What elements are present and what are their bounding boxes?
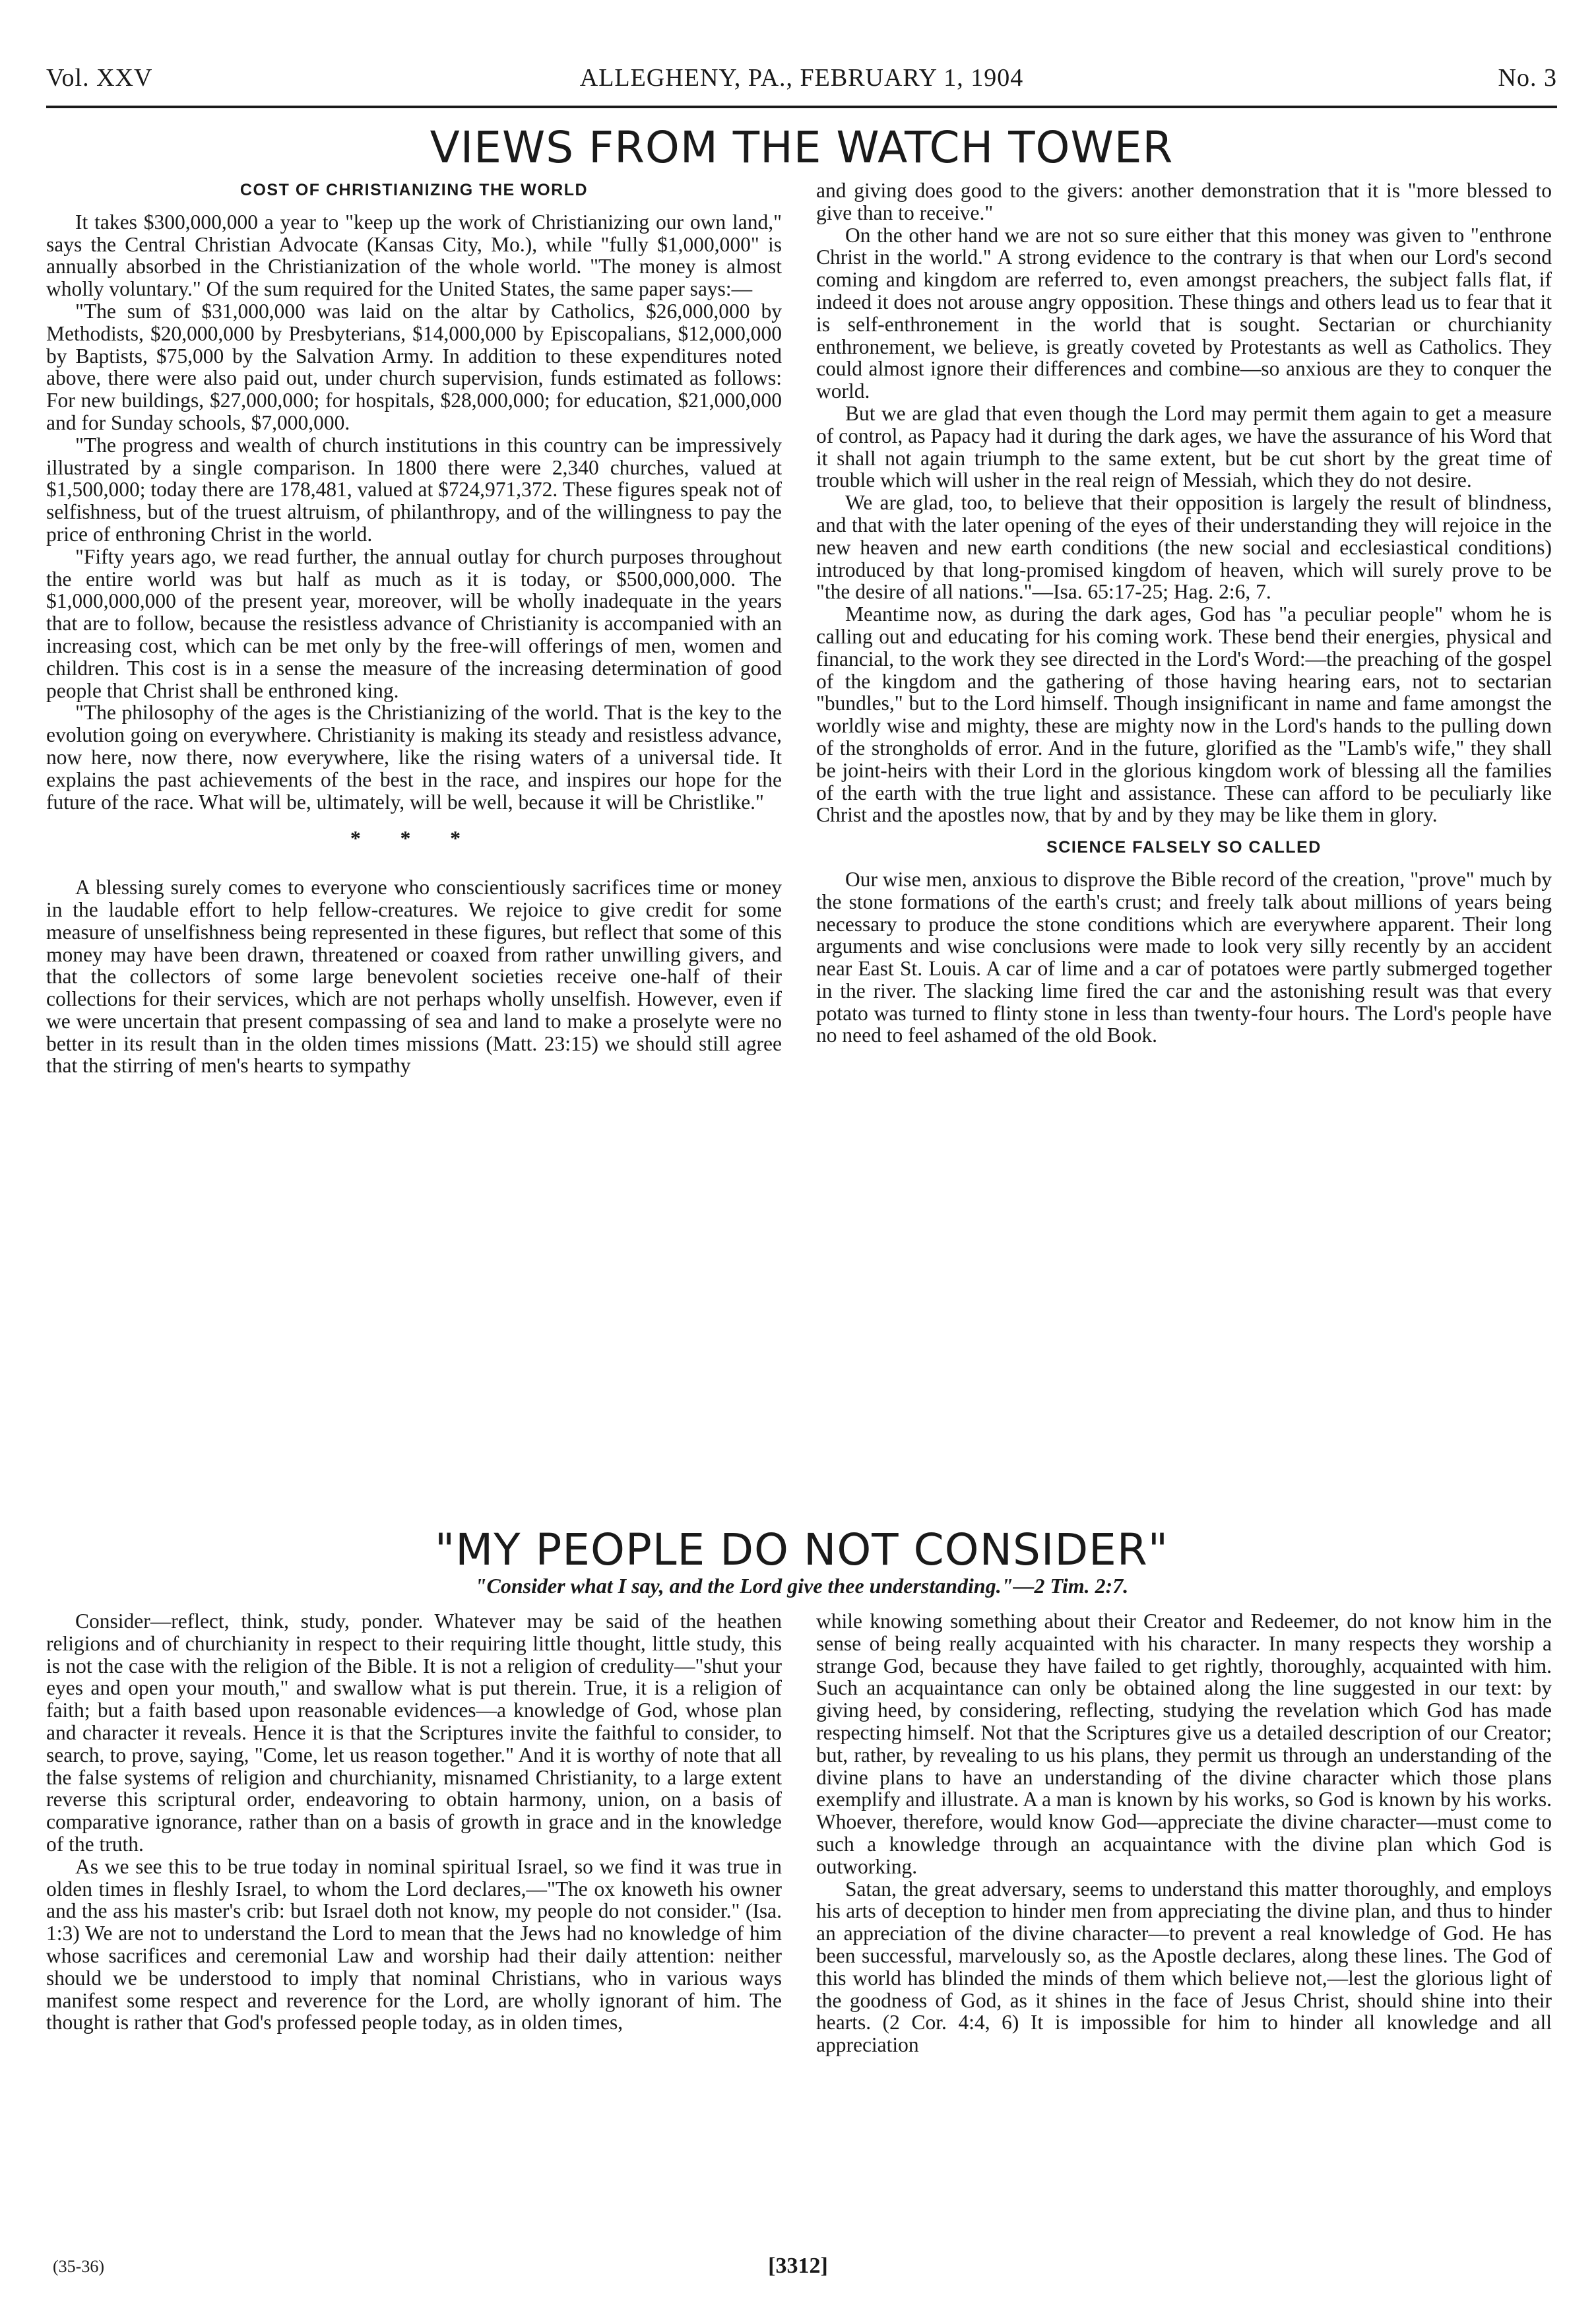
paragraph: while knowing something about their Creator and Redeemer, do not know him in the sense of being really acquainted with his character. In many respects they worship a strange God, because they have failed to get rightly, thoroughly, acquainted with him. Such an acquaintance can only be obtained along the line suggested in our text: by giving heed, by considering, reflecting, studying the revelation which God has made respecting himself. Not that the Scriptures give us a detailed description of our Creator; but, rather, by revealing to us his plans, they permit us through an understanding of the divine plans to have an understanding of the divine character which those plans exemplify and illustrate. A a man is known by his works, so God is known by his works. Whoever, therefore, would know God—appreciate the divine character—must come to such a knowledge through an acquaintance with the divine plan which God is outworking. [816, 1610, 1552, 1878]
masthead [46, 54, 1557, 108]
paragraph: Consider—reflect, think, study, ponder. Whatever may be said of the heathen religions and of churchianity in respect to their requiring little thought, little study, this is not the case with the religion of the Bible. It is not a religion of credulity—"shut your eyes and open your mouth," and swallow what is put therein. True, it is a religion of faith; but a faith based upon reasonable evidences—a knowledge of God, whose plan and character it reveals. Hence it is that the Scriptures invite the faithful to consider, to search, to prove, saying, "Come, let us reason together." And it is worthy of note that all the false systems of religion and churchianity, misnamed Christianity, to a large extent reverse this scriptural order, endeavoring to obtain harmony, union, on a basis of comparative ignorance, rather than on a basis of growth in grace and in the knowledge of the truth. [46, 1610, 782, 1856]
paragraph: But we are glad that even though the Lord may permit them again to get a measure of control, as Papacy had it during the dark ages, we have the assurance of his Word that it shall not again triumph to the same extent, but be cut short by the great time of trouble which will usher in the real reign of Messiah, which they do not desire. [816, 401, 1552, 492]
section-heading-science: SCIENCE FALSELY SO CALLED [1046, 838, 1322, 857]
section-divider-stars: * * * [350, 827, 478, 851]
paragraph: We are glad, too, to believe that their opposition is largely the result of blindness, and that with the later opening of the eyes of their understanding they will rejoice in the new heaven and new earth conditions (the new social and ecclesiastical conditions) introduced by that long-promised kingdom of heaven, which will surely prove to be "the desire of all nations."—Isa. 65:17-25; Hag. 2:6, 7. [816, 491, 1552, 604]
article1-column-right [816, 179, 1552, 1047]
issue-number: No. 3 [1498, 64, 1557, 92]
epigraph: "Consider what I say, and the Lord give thee understanding."—2 Tim. 2:7. [474, 1574, 1129, 1598]
paragraph: Our wise men, anxious to disprove the Bible record of the creation, "prove" much by the stone formations of the earth's crust; and freely talk about millions of years being necessary to produce the stone conditions which are everywhere apparent. Their long arguments and wise conclusions were made to look very silly recently by an accident near East St. Louis. A car of lime and a car of potatoes were partly submerged together in the river. The slacking lime fired the car and the astonishing result was that every potato was turned to flinty stone in less than twenty-four hours. The Lord's people have no need to feel ashamed of the old Book. [816, 867, 1552, 1047]
footer-page-number: [3312] [768, 2254, 828, 2278]
section-heading-cost: COST OF CHRISTIANIZING THE WORLD [239, 181, 589, 199]
paragraph: "The progress and wealth of church institutions in this country can be impressively illustrated by a single comparison. In 1800 there were 2,340 churches, valued at $1,500,000; today there are 178,481, valued at $724,971,372. These figures speak not of selfishness, but of the truest altruism, of philanthropy, and of the willingness to pay the price of enthroning Christ in the world. [46, 433, 782, 546]
paragraph: "Fifty years ago, we read further, the annual outlay for church purposes throughout the entire world was but half as much as it is today, or $500,000,000. The $1,000,000,000 of the present year, moreover, will be wholly inadequate in the years that are to follow, because the resistless advance of Christianity is accompanied with an increasing cost, which can be met only by the free-will offerings of men, women and children. This cost is in a sense the measure of the increasing determination of good people that Christ shall be enthroned king. [46, 544, 782, 702]
article-title-my-people: "MY PEOPLE DO NOT CONSIDER" [434, 1524, 1169, 1575]
article1-column-left [46, 179, 782, 1077]
paragraph: It takes $300,000,000 a year to "keep up the work of Christianizing our own land," says the Central Christian Advocate (Kansas City, Mo.), while "fully $1,000,000" is annually absorbed in the Christianization of the whole world. "The money is almost wholly voluntary." Of the sum required for the United States, the same paper says:— [46, 210, 782, 301]
paragraph: Meantime now, as during the dark ages, God has "a peculiar people" whom he is calling out and educating for his coming work. These bend their energies, physical and financial, to the work they see directed in the Lord's Word:—the preaching of the gospel of the kingdom and the gathering of those having hearing ears, not to sectarian "bundles," but to the Lord himself. Though insignificant in name and fame amongst the worldly wise and mighty, these are mighty now in the Lord's hands to the pulling down of the strongholds of error. And in the future, glorified as the "Lamb's wife," they shall be joint-heirs with their Lord in the glorious kingdom work of blessing all the families of the earth with the true light and assistance. These can afford to be peculiarly like Christ and the apostles now, that by and by they may be like them in glory. [816, 602, 1552, 827]
paragraph: A blessing surely comes to everyone who conscientiously sacrifices time or money in the laudable effort to help fellow-creatures. We rejoice to give credit for some measure of unselfishness being represented in these figures, but reflect that some of this money may have been drawn, threatened or coaxed from rather unwilling givers, and that the collectors of some large benevolent societies receive one-half of their collections for their services, which are not perhaps wholly unselfish. However, even if we were uncertain that present compassing of sea and land to make a proselyte were no better in its result than in the olden times missions (Matt. 23:15) we should still agree that the stirring of men's hearts to sympathy [46, 876, 782, 1078]
volume-label: Vol. XXV [46, 64, 153, 92]
article2-column-left [46, 1610, 782, 2034]
paragraph: "The philosophy of the ages is the Christianizing of the world. That is the key to the evolution going on everywhere. Christianity is making its steady and resistless advance, now here, now there, now everywhere, like the rising waters of a universal tide. It explains the past achievements of the best in the race, and inspires our hope for the future of the race. What will be, ultimately, will be well, because it will be Christlike." [46, 701, 782, 814]
footer-page-range: (35-36) [53, 2257, 104, 2276]
article2-column-right [816, 1610, 1552, 2056]
paragraph: On the other hand we are not so sure either that this money was given to "enthrone Christ in the world." A strong evidence to the contrary is that when our Lord's second coming and kingdom are referred to, even amongst preachers, the subject falls flat, if indeed it does not arouse angry opposition. These things and others lead us to fear that it is self-enthronement in the world that is sought. Sectarian or churchianity enthronement, we believe, is greatly coveted by Protestants as well as Catholics. They could almost ignore their differences and combine—so anxious are they to conquer the world. [816, 223, 1552, 403]
paragraph: "The sum of $31,000,000 was laid on the altar by Catholics, $26,000,000 by Methodists, $20,000,000 by Presbyterians, $14,000,000 by Episcopalians, $12,000,000 by Baptists, $75,000 by the Salvation Army. In addition to these expenditures noted above, there were also paid out, under church supervision, funds estimated as follows: For new buildings, $27,000,000; for hospitals, $28,000,000; for education, $21,000,000 and for Sunday schools, $7,000,000. [46, 299, 782, 434]
paragraph: As we see this to be true today in nominal spiritual Israel, so we find it was true in olden times in fleshly Israel, to whom the Lord declares,—"The ox knoweth his owner and the ass his master's crib: but Israel doth not know, my people do not consider." (Isa. 1:3) We are not to understand the Lord to mean that the Jews had no knowledge of him whose sacrifices and ceremonial Law and worship had their daily attention: neither should we be understood to imply that nominal Christians, who in various ways manifest some respect and reverence for the Lord, are wholly ignorant of him. The thought is rather that God's professed people today, as in olden times, [46, 1854, 782, 2034]
place-date: ALLEGHENY, PA., FEBRUARY 1, 1904 [579, 64, 1024, 92]
paragraph: and giving does good to the givers: another demonstration that it is "more blessed to give than to receive." [816, 179, 1552, 224]
article-title-watch-tower: VIEWS FROM THE WATCH TOWER [430, 122, 1174, 173]
paragraph: Satan, the great adversary, seems to understand this matter thoroughly, and employs his arts of deception to hinder men from appreciating the divine plan, and thus to hinder an appreciation of the divine character—to prevent a real knowledge of God. He has been successful, marvelously so, as the Apostle declares, along these lines. The God of this world has blinded the minds of them which believe not,—lest the glorious light of the goodness of God, as it shines in the face of Jesus Christ, should shine into their hearts. (2 Cor. 4:4, 6) It is impossible for him to hinder all knowledge and all appreciation [816, 1877, 1552, 2057]
